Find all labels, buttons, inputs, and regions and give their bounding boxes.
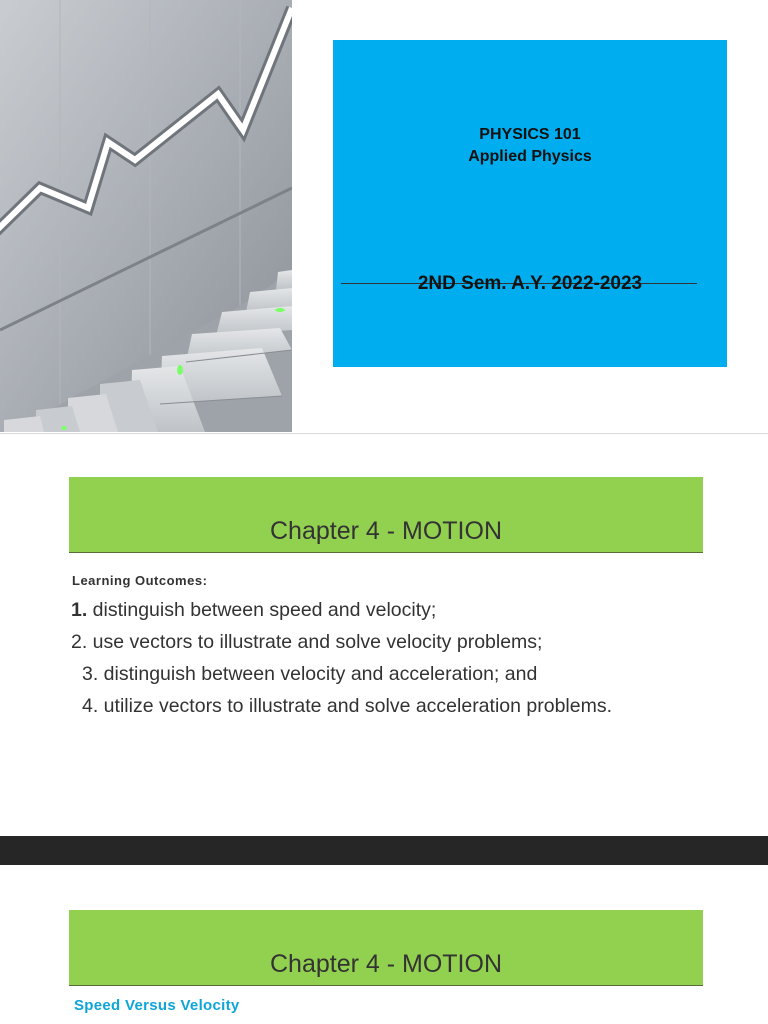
learning-outcomes-label: Learning Outcomes: [72, 573, 208, 588]
outcome-item: 4. utilize vectors to illustrate and solve acceleration problems. [82, 695, 613, 717]
chapter-title: Chapter 4 - MOTION [270, 950, 502, 978]
speed-velocity-slide [0, 865, 768, 1024]
chapter-header-bar [69, 910, 703, 986]
chapter-title: Chapter 4 - MOTION [270, 517, 502, 545]
section-heading: Speed Versus Velocity [74, 997, 240, 1014]
staircase-growth-photo [0, 0, 292, 432]
learning-outcomes-slide [0, 433, 768, 837]
semester-text: 2ND Sem. A.Y. 2022-2023 [417, 273, 643, 294]
outcome-item: 2. use vectors to illustrate and solve velocity problems; [71, 631, 543, 653]
course-name: Applied Physics [468, 148, 592, 165]
outcome-item: 1. distinguish between speed and velocity; [71, 599, 437, 621]
slide-divider [0, 836, 768, 865]
title-slide [0, 0, 768, 432]
chapter-header-bar [69, 477, 703, 553]
outcome-item: 3. distinguish between velocity and acceleration; and [82, 663, 538, 685]
course-code: PHYSICS 101 [479, 126, 581, 143]
title-box [333, 40, 727, 367]
